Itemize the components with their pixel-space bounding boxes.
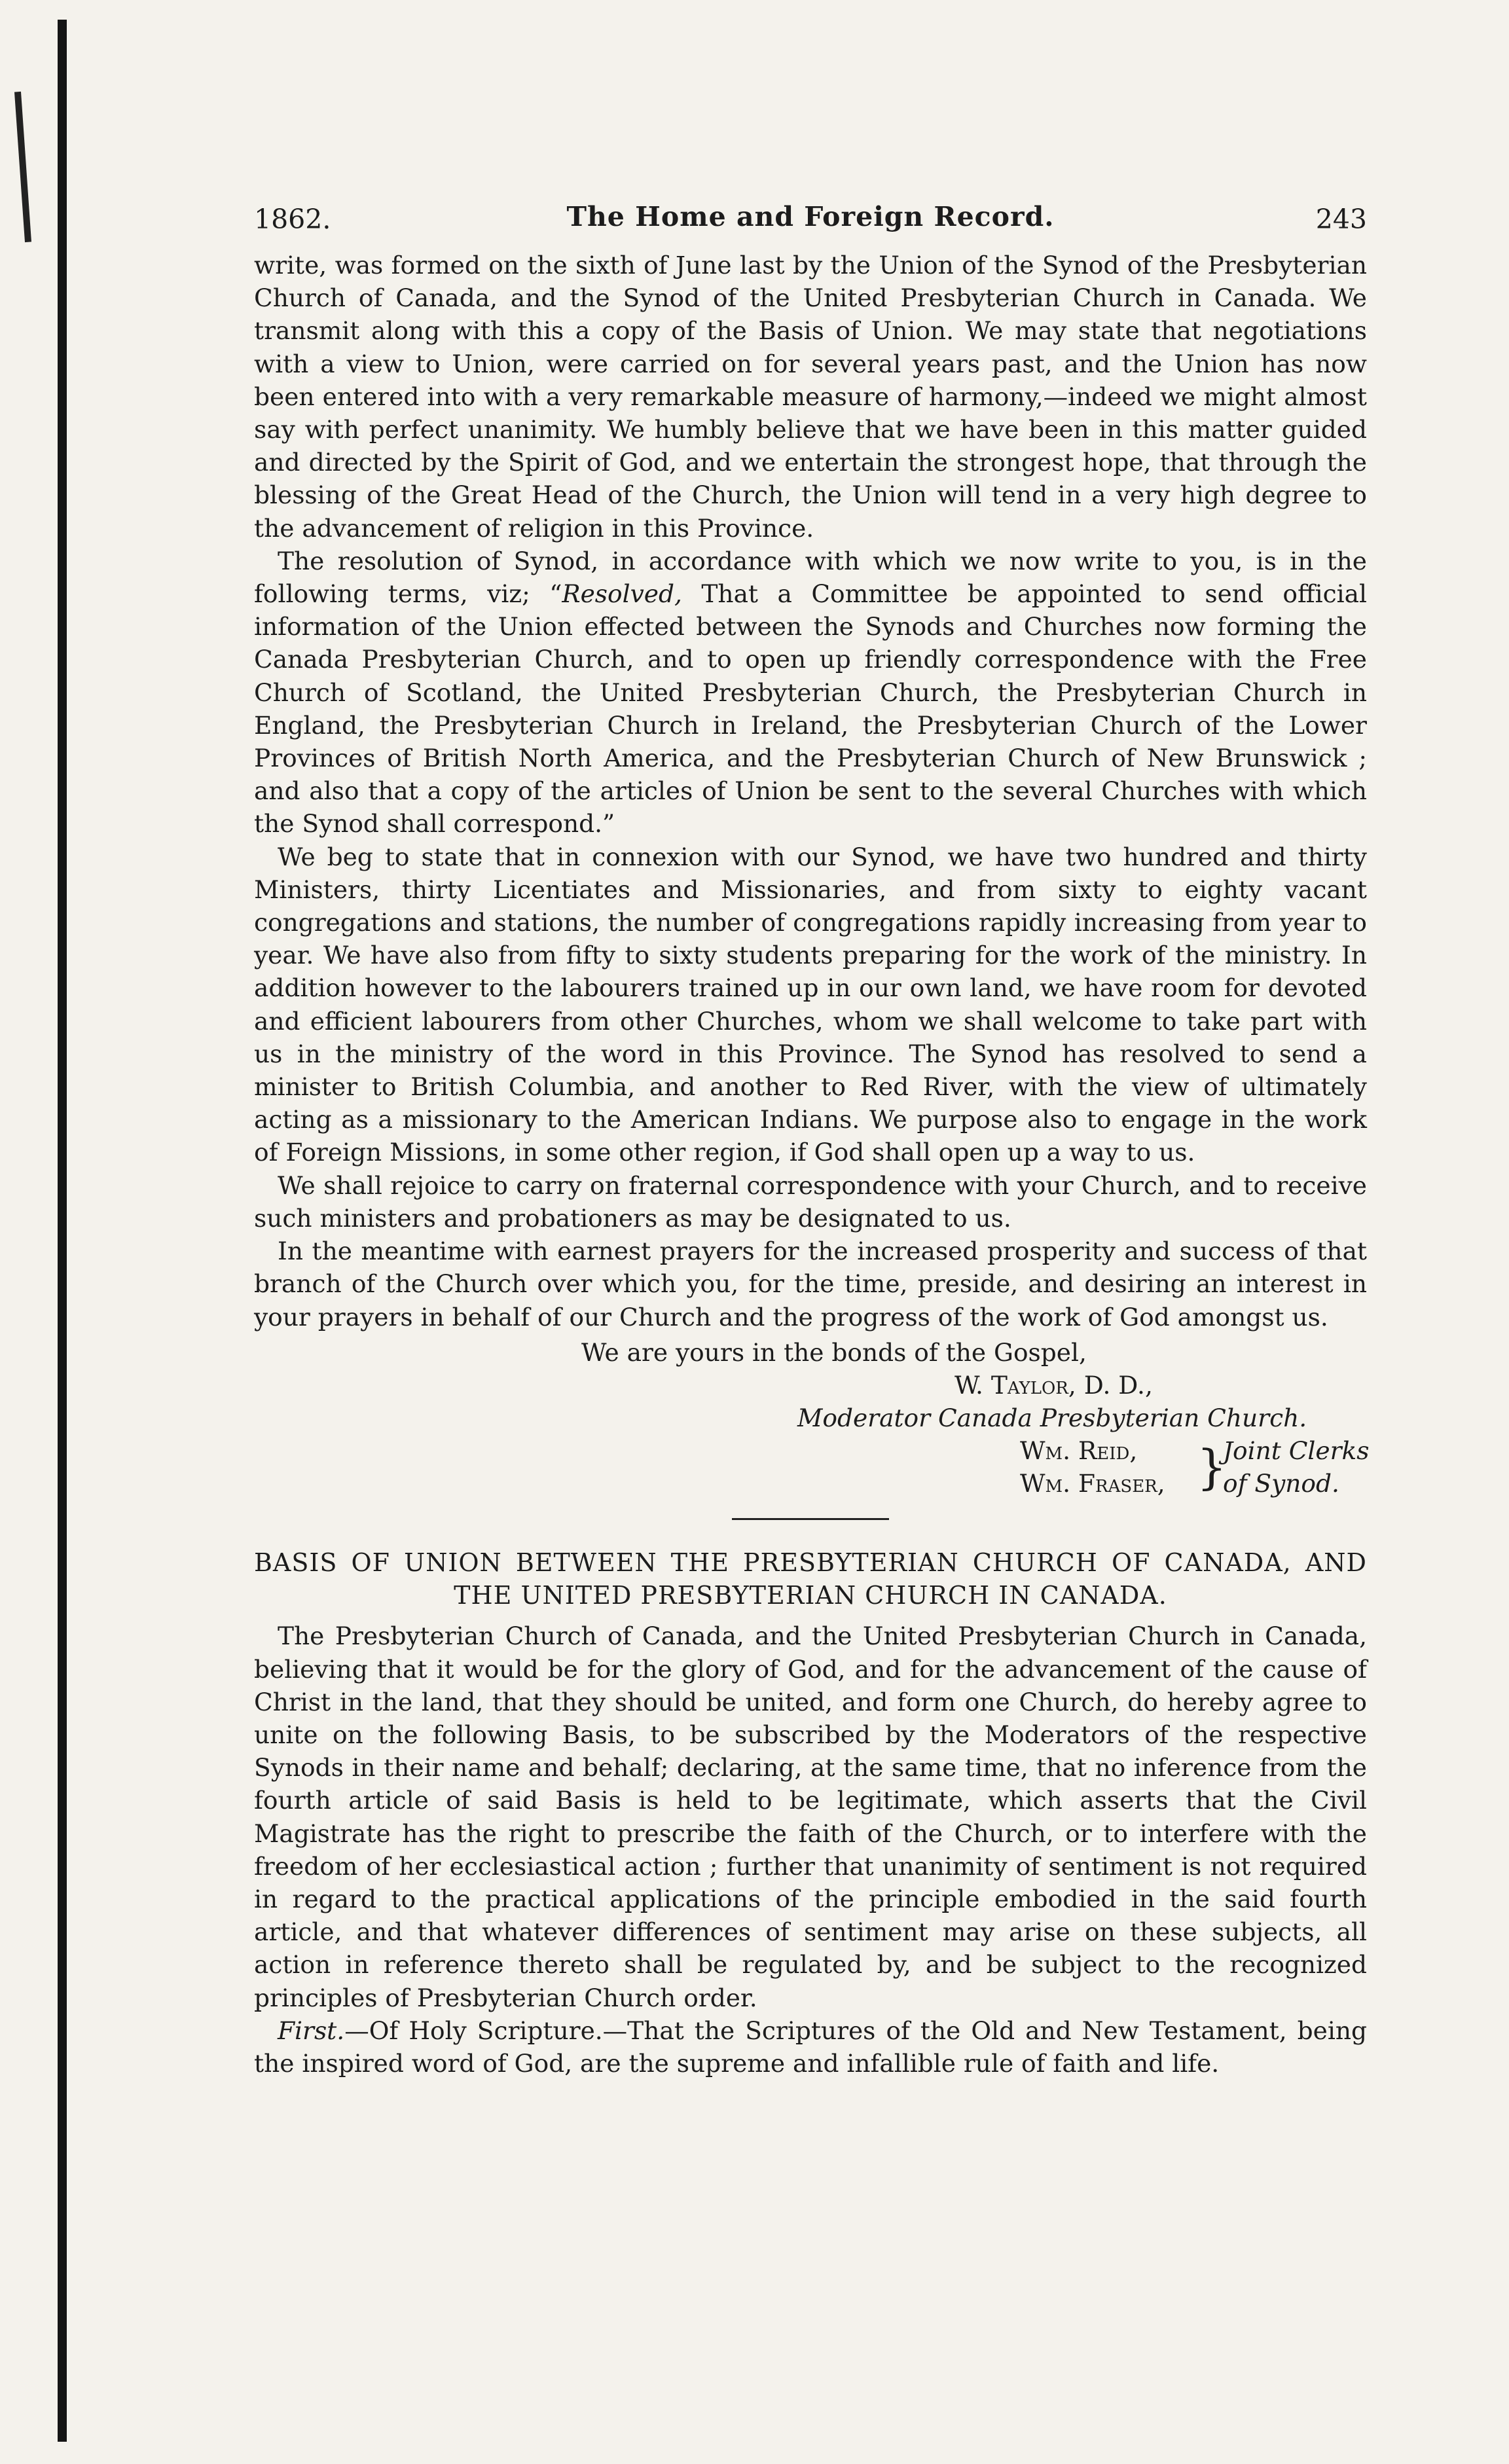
valediction: We are yours in the bonds of the Gospel,	[581, 1337, 1087, 1367]
letter-closing	[254, 1336, 1370, 1500]
section-heading: BASIS OF UNION BETWEEN THE PRESBYTERIAN CHURCH OF CANADA, AND THE UNITED PRESBYTERIAN CHURCH IN CANADA.	[254, 1548, 1367, 1610]
letter-paragraph-2	[254, 545, 1367, 841]
resolution-text: That a Committee be appointed to send official information of the Union effected between the Synods and Churches now forming the Canada Presbyterian Church, and to open up friendly correspondence with the Free Church of Scotland, the United Presbyterian Church, the Presbyterian Church in England, the Presbyterian Church in Ireland, the Presbyterian Church of the Lower Provinces of British North America, and the Presbyterian Church of New Brunswick ; and also that a copy of the articles of Union be sent to the several Churches with which the Synod shall correspond.”	[254, 579, 1367, 839]
clerk-names	[1020, 1434, 1165, 1500]
page-binding-edge	[58, 20, 67, 2442]
resolution-intro: The resolution of Synod, in accordance with which we now write to you, is in the following terms, viz; “	[254, 546, 1367, 609]
margin-mark	[14, 92, 31, 242]
running-head	[254, 196, 1367, 249]
clerk-role-line: Joint Clerks	[1223, 1436, 1370, 1466]
letter-paragraph-5: In the meantime with earnest prayers for the increased prosperity and success of that branch of the Church over which you, for the time, preside, and desiring an interest in your prayers in behalf of our Church and the progress of the work of God amongst us.	[254, 1237, 1367, 1332]
letter-paragraph-4: We shall rejoice to carry on fraternal correspondence with your Church, and to receive such ministers and probationers as may be designated to us.	[254, 1170, 1367, 1233]
clerk-role	[1223, 1434, 1370, 1500]
brace-glyph: }	[1197, 1440, 1227, 1495]
journal-title: The Home and Foreign Record.	[566, 201, 1055, 232]
clerk-signatures	[254, 1434, 1370, 1500]
signatory-name: W. Taylor, D. D.,	[954, 1370, 1153, 1400]
page-content	[254, 196, 1370, 2080]
signatory-title: Moderator Canada Presbyterian Church.	[797, 1404, 1307, 1433]
resolved-word: Resolved,	[562, 579, 682, 609]
basis-intro-paragraph: The Presbyterian Church of Canada, and the United Presbyterian Church in Canada, believing that it would be for the glory of God, and for the advancement of the cause of Christ in the land, that they should be united, and form one Church, do hereby agree to unite on the following Basis, to be subscribed by the Moderators of the respective Synods in their name and behalf; declaring, at the same time, that no inference from the fourth article of said Basis is held to be legitimate, which asserts that the Civil Magistrate has the right to prescribe the faith of the Church, or to interfere with the freedom of her ecclesiastical action ; further that unanimity of sentiment is not required in regard to the practical applications of the principle embodied in the said fourth article, and that whatever differences of sentiment may arise on these subjects, all action in reference thereto shall be regulated by, and be subject to the recognized principles of Presbyterian Church order.	[254, 1622, 1367, 2012]
basis-article-first	[254, 2014, 1367, 2080]
page-year: 1862.	[254, 204, 331, 235]
clerk-name: Wm. Reid,	[1020, 1436, 1138, 1466]
page-number: 243	[1315, 204, 1367, 235]
letter-paragraph-3: We beg to state that in connexion with our Synod, we have two hundred and thirty Ministers, thirty Licentiates and Missionaries, and from sixty to eighty vacant congregations and stations, the number of congregations rapidly increasing from year to year. We have also from fifty to sixty students preparing for the work of the ministry. In addition however to the labourers trained up in our own land, we have room for devoted and efficient labourers from other Churches, whom we shall welcome to take part with us in the ministry of the word in this Province. The Synod has resolved to send a minister to British Columbia, and another to Red River, with the view of ultimately acting as a missionary to the American Indians. We purpose also to engage in the work of Foreign Missions, in some other region, if God shall open up a way to us.	[254, 842, 1367, 1167]
letter-paragraph-1: write, was formed on the sixth of June last by the Union of the Synod of the Presbyterian Church of Canada, and the Synod of the United Presbyterian Church in Canada. We transmit along with this a copy of the Basis of Union. We may state that negotiations with a view to Union, were carried on for several years past, and the Union has now been entered into with a very remarkable measure of harmony,—indeed we might almost say with perfect unanimity. We humbly believe that we have been in this matter guided and directed by the Spirit of God, and we entertain the strongest hope, that through the blessing of the Great Head of the Church, the Union will tend in a very high degree to the advancement of religion in this Province.	[254, 251, 1367, 543]
section-divider	[732, 1518, 889, 1520]
article-text: —Of Holy Scripture.—That the Scriptures of the Old and New Testament, being the inspired word of God, are the supreme and infallible rule of faith and life.	[254, 2016, 1367, 2078]
clerk-name: Wm. Fraser,	[1020, 1469, 1165, 1498]
clerk-role-line: of Synod.	[1223, 1469, 1339, 1498]
article-label: First.	[278, 2016, 345, 2045]
